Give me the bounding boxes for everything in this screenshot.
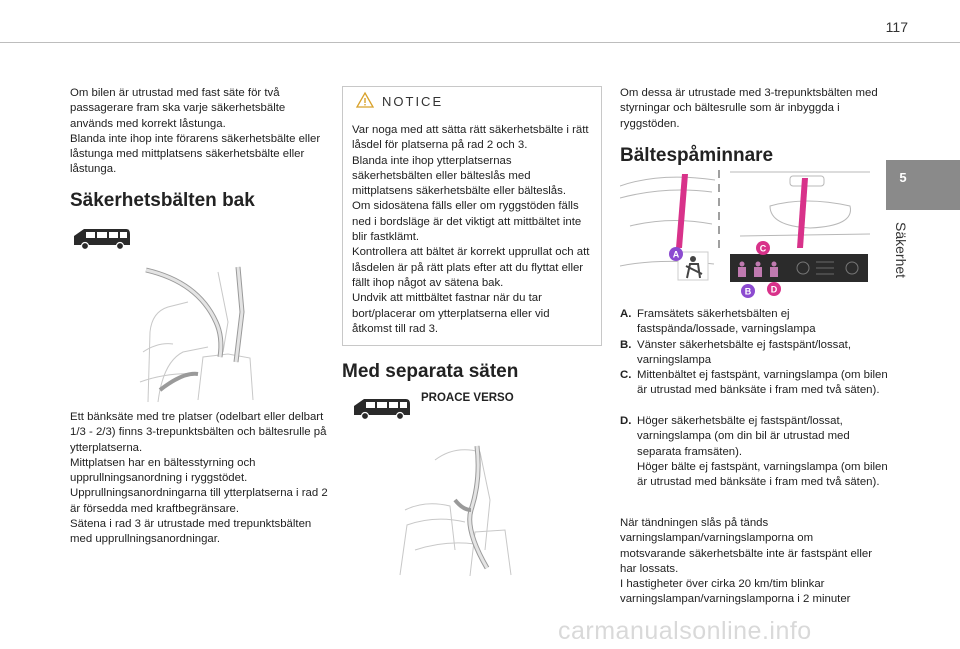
badge-a-label: A <box>672 249 680 260</box>
badge-b-label: B <box>744 286 752 297</box>
chapter-label: Säkerhet <box>893 222 909 279</box>
notice-text: Var noga med att sätta rätt säkerhetsbälte i rätt låsdel för platserna på rad 2 och 3. Blanda inte ihop ytterplatsernas säkerhetsbälten eller bälteslås med mittplatsens säkerhetsbälte eller bälteslås. Om sidosätena fälls eller om ryggstöden fälls ned i bordsläge är det viktigt att mittbältet inte blir fastklämt. Kontrollera att bältet är korrekt upprullat och att låsdelen är på rätt plats efter att du flyttat eller fällt ihop något av sätena bak. Undvik att mittbältet fastnar när du tar bort/placerar om ytterplatserna eller vid åtkomst till rad 3. <box>352 124 590 335</box>
rear-bench-belts-illustration <box>138 262 258 404</box>
warning-icon <box>355 91 375 109</box>
header-rule <box>0 42 960 43</box>
col1-intro: Om bilen är utrustad med fast säte för två passagerare fram ska varje säkerhetsbälte används med korrekt låstunga. Blanda inte ihop inte förarens säkerhetsbälte eller låstunga med mittplatsens säkerhetsbälte eller låstunga. <box>70 87 321 176</box>
badge-c-label: C <box>759 243 767 254</box>
model-label: PROACE VERSO <box>421 392 514 404</box>
separate-seat-belt-illustration <box>395 440 515 578</box>
belt-reminder-diagram <box>620 166 878 300</box>
heading-separate-seats: Med separata säten <box>342 361 519 382</box>
col1-body: Ett bänksäte med tre platser (odelbart eller delbart 1/3 - 2/3) finns 3-trepunktsbälten och bältesrulle på ytterplatserna. Mittplatsen har en bältesstyrning och upprullningsanordning i ryggstödet. Upprullningsanordningarna till ytterplatserna i rad 2 är försedda med kraftbegränsare. Sätena i rad 3 är utrustade med trepunktsbälten med upprullningsanordningar. <box>70 411 328 546</box>
heading-belt-reminder: Bältespåminnare <box>620 145 774 166</box>
col3-intro: Om dessa är utrustade med 3-trepunktsbälten med styrningar och bältesrulle som är inbyggda i ryggstöden. <box>620 87 878 130</box>
heading-rear-belts: Säkerhetsbälten bak <box>70 190 255 211</box>
chapter-number: 5 <box>899 170 907 185</box>
page-number: 117 <box>885 19 908 35</box>
badge-d-label: D <box>770 284 778 295</box>
col3-outro: När tändningen slås på tänds varningslampan/varningslamporna om motsvarande säkerhetsbälte inte är fastspänt eller har lossats. I hastigheter över cirka 20 km/tim blinkar varningslampan/varningslamporna i 2 minuter <box>620 517 872 606</box>
van-icon <box>350 396 412 420</box>
notice-title: NOTICE <box>382 94 444 109</box>
watermark: carmanualsonline.info <box>558 617 812 645</box>
van-icon <box>70 226 132 250</box>
chapter-tab[interactable] <box>886 160 960 210</box>
